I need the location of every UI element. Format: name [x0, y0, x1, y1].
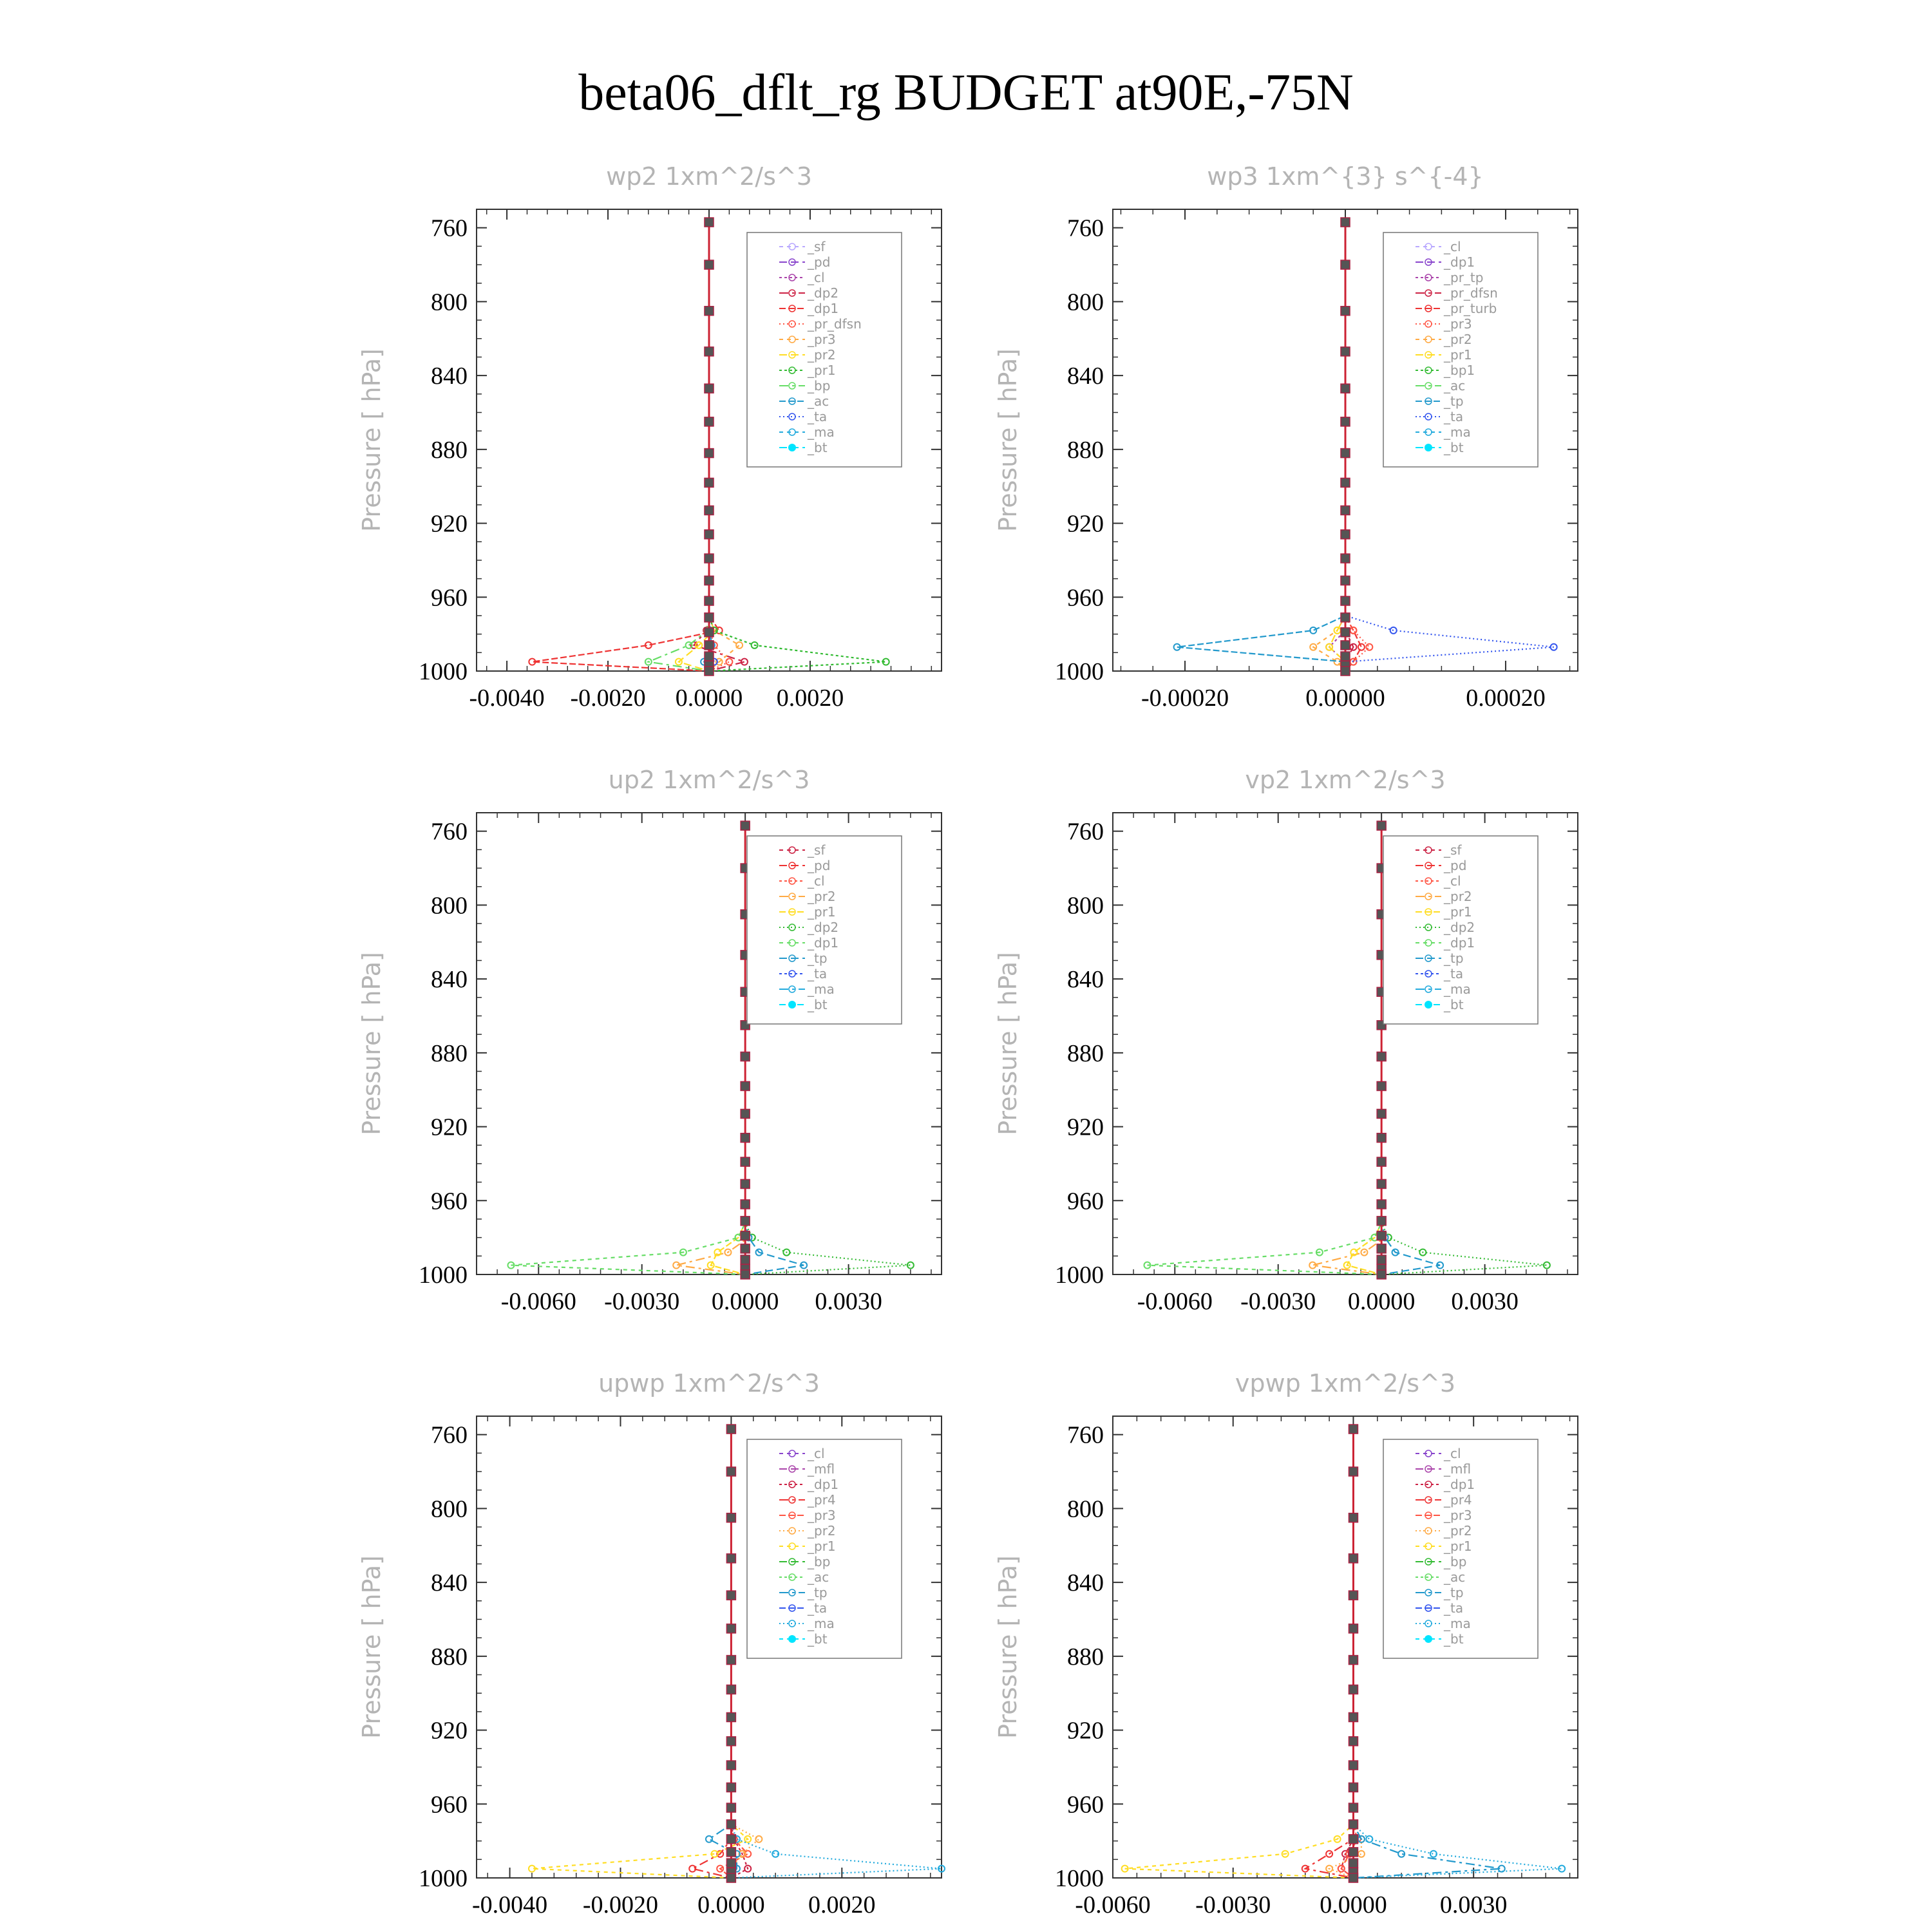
legend-label: _tp — [1444, 1585, 1464, 1600]
level-marker — [705, 218, 714, 227]
level-marker — [1377, 1179, 1386, 1188]
level-marker — [1341, 596, 1350, 605]
legend-label: _pr_dfsn — [808, 316, 862, 332]
level-marker — [741, 1052, 750, 1061]
legend-label: _pr3 — [1444, 316, 1472, 332]
legend-label: _pr2 — [808, 889, 836, 904]
legend-label: _pr1 — [1444, 1539, 1472, 1554]
level-marker — [705, 347, 714, 356]
level-marker — [1341, 417, 1350, 426]
level-marker — [726, 1685, 735, 1694]
y-tick-label: 840 — [431, 363, 468, 390]
panel-title: wp2 1xm^2/s^3 — [606, 162, 812, 191]
x-tick-label: 0.0000 — [675, 685, 743, 712]
level-marker — [1341, 667, 1350, 676]
legend-label: _bt — [1444, 1631, 1464, 1647]
level-marker — [726, 1467, 735, 1476]
panels — [357, 162, 1578, 1918]
level-marker — [741, 1133, 750, 1142]
legend-marker — [788, 1001, 796, 1009]
level-marker — [1341, 307, 1350, 316]
level-marker — [726, 1859, 735, 1868]
legend-label: _pr2 — [808, 1523, 836, 1539]
x-tick-label: 0.0000 — [711, 1288, 779, 1315]
legend-label: _bt — [1444, 440, 1464, 455]
level-marker — [1341, 260, 1350, 269]
legend-label: _dp1 — [1444, 1477, 1475, 1492]
legend-label: _pr1 — [1444, 904, 1472, 920]
legend-label: _ac — [808, 1569, 829, 1585]
y-tick-label: 760 — [1067, 214, 1104, 242]
level-marker — [1341, 506, 1350, 515]
level-marker — [1349, 1873, 1358, 1882]
level-marker — [705, 641, 714, 650]
x-tick-label: 0.0030 — [1451, 1288, 1519, 1315]
data-point — [1358, 644, 1365, 650]
legend-label: _pr1 — [1444, 347, 1472, 363]
level-marker — [1377, 1244, 1386, 1253]
data-point — [736, 642, 743, 649]
legend-label: _ma — [1444, 1616, 1471, 1631]
legend-label: _cl — [808, 873, 825, 889]
legend — [747, 232, 902, 467]
level-marker — [1341, 449, 1350, 458]
level-marker — [1341, 576, 1350, 585]
level-marker — [741, 1157, 750, 1166]
level-marker — [705, 478, 714, 487]
legend-label: _tp — [808, 1585, 828, 1600]
x-tick-label: 0.0020 — [808, 1891, 876, 1918]
level-marker — [1349, 1820, 1358, 1829]
y-tick-label: 880 — [1067, 1039, 1104, 1067]
legend-label: _ac — [808, 393, 829, 409]
level-marker — [1341, 641, 1350, 650]
panel-title: vpwp 1xm^2/s^3 — [1235, 1369, 1456, 1397]
y-tick-label: 920 — [431, 510, 468, 538]
level-marker — [705, 384, 714, 393]
y-tick-label: 800 — [1067, 1495, 1104, 1523]
legend-label: _ta — [808, 409, 828, 424]
legend-label: _cl — [1444, 873, 1461, 889]
series-line-dp1 — [511, 824, 745, 1274]
x-tick-label: 0.0030 — [815, 1288, 882, 1315]
legend-label: _pd — [808, 858, 831, 873]
series-line-tp — [1177, 220, 1345, 671]
legend-marker — [1425, 1001, 1432, 1009]
level-marker — [726, 1761, 735, 1770]
series-line-pr2 — [1312, 824, 1385, 1274]
legend-label: _pr1 — [808, 1539, 836, 1554]
y-tick-label: 1000 — [1055, 1865, 1104, 1892]
level-marker — [705, 667, 714, 676]
level-marker — [726, 1656, 735, 1665]
level-marker — [1341, 384, 1350, 393]
level-marker — [705, 417, 714, 426]
x-tick-label: -0.0040 — [471, 1891, 548, 1918]
legend-label: _pr3 — [1444, 1508, 1472, 1523]
panel-2 — [994, 162, 1578, 712]
legend-label: _pr_tp — [1444, 270, 1484, 285]
legend-label: _bt — [808, 440, 828, 455]
legend-label: _sf — [808, 239, 826, 254]
y-tick-label: 880 — [1067, 1643, 1104, 1671]
level-marker — [1377, 1270, 1386, 1279]
x-tick-label: -0.0030 — [1240, 1288, 1316, 1315]
legend-label: _pr2 — [1444, 332, 1472, 347]
level-marker — [741, 1200, 750, 1209]
x-tick-label: 0.0030 — [1439, 1891, 1508, 1918]
legend-label: _pr1 — [808, 363, 836, 378]
y-tick-label: 800 — [1067, 892, 1104, 920]
legend-label: _bp — [1444, 1554, 1467, 1569]
level-marker — [705, 506, 714, 515]
level-marker — [1349, 1783, 1358, 1792]
x-tick-label: 0.0000 — [697, 1891, 765, 1918]
legend — [747, 836, 902, 1024]
level-marker — [705, 530, 714, 539]
legend — [1383, 232, 1538, 467]
y-tick-label: 960 — [431, 584, 468, 612]
legend-label: _ac — [1444, 378, 1466, 393]
level-marker — [726, 1624, 735, 1633]
series-line-pr1 — [1125, 1427, 1354, 1878]
y-tick-label: 840 — [431, 1569, 468, 1597]
level-marker — [1349, 1513, 1358, 1522]
level-marker — [1341, 613, 1350, 622]
x-tick-label: 0.00000 — [1305, 685, 1385, 712]
y-tick-label: 960 — [431, 1188, 468, 1215]
series-line-bp — [649, 220, 709, 671]
legend-label: _mfl — [808, 1461, 835, 1477]
legend-label: _dp1 — [808, 301, 839, 316]
legend-label: _ta — [1444, 966, 1464, 981]
level-marker — [726, 1425, 735, 1434]
legend-label: _ta — [808, 966, 828, 981]
level-marker — [1349, 1712, 1358, 1721]
panel-1 — [357, 162, 942, 712]
y-tick-label: 760 — [431, 818, 468, 846]
y-tick-label: 1000 — [419, 1865, 468, 1892]
legend-label: _ma — [808, 424, 835, 440]
legend — [1383, 836, 1538, 1024]
legend-label: _cl — [808, 270, 825, 285]
level-marker — [726, 1591, 735, 1600]
series-line-pr1 — [1347, 824, 1381, 1274]
level-marker — [741, 1244, 750, 1253]
level-marker — [726, 1835, 735, 1844]
legend-label: _dp1 — [808, 1477, 839, 1492]
legend-label: _pr_dfsn — [1444, 285, 1498, 301]
legend-label: _bt — [1444, 997, 1464, 1012]
level-marker — [1349, 1425, 1358, 1434]
level-marker — [1349, 1467, 1358, 1476]
y-tick-label: 800 — [431, 1495, 468, 1523]
level-marker — [1341, 652, 1350, 661]
y-tick-label: 1000 — [419, 1262, 468, 1289]
level-marker — [726, 1783, 735, 1792]
y-tick-label: 960 — [1067, 584, 1104, 612]
legend-label: _pr1 — [808, 904, 836, 920]
level-marker — [741, 1081, 750, 1090]
y-tick-label: 840 — [1067, 363, 1104, 390]
level-marker — [1349, 1656, 1358, 1665]
x-tick-label: 0.00020 — [1466, 685, 1546, 712]
level-marker — [705, 260, 714, 269]
level-marker — [741, 1217, 750, 1226]
x-tick-label: -0.0020 — [570, 685, 646, 712]
level-marker — [726, 1848, 735, 1857]
y-tick-label: 920 — [1067, 510, 1104, 538]
y-axis-label: Pressure [ hPa] — [357, 1555, 386, 1739]
series-line-pr4 — [1305, 1427, 1354, 1878]
legend-marker — [1425, 444, 1432, 451]
level-marker — [705, 596, 714, 605]
legend-marker — [1425, 1635, 1432, 1643]
legend-label: _dp2 — [808, 285, 839, 301]
series-line-pr1 — [532, 1427, 748, 1878]
x-tick-label: -0.0060 — [500, 1288, 576, 1315]
x-tick-label: -0.0040 — [469, 685, 545, 712]
x-tick-label: -0.0030 — [1195, 1891, 1271, 1918]
level-marker — [705, 613, 714, 622]
y-tick-label: 960 — [1067, 1791, 1104, 1819]
panel-4 — [994, 766, 1578, 1315]
legend-label: _bt — [808, 997, 828, 1012]
y-tick-label: 920 — [431, 1717, 468, 1745]
x-tick-label: 0.0020 — [776, 685, 844, 712]
panel-3 — [357, 766, 942, 1315]
level-marker — [705, 554, 714, 563]
level-marker — [1341, 530, 1350, 539]
level-marker — [741, 1109, 750, 1118]
level-marker — [1377, 1133, 1386, 1142]
panel-title: upwp 1xm^2/s^3 — [598, 1369, 820, 1397]
x-tick-label: -0.0030 — [604, 1288, 680, 1315]
y-axis-label: Pressure [ hPa] — [994, 348, 1022, 532]
level-marker — [726, 1820, 735, 1829]
x-tick-label: -0.00020 — [1141, 685, 1229, 712]
legend-label: _bp — [808, 1554, 831, 1569]
level-marker — [705, 628, 714, 637]
legend-label: _mfl — [1444, 1461, 1472, 1477]
level-marker — [1349, 1848, 1358, 1857]
legend-label: _sf — [808, 842, 826, 858]
data-point — [1366, 644, 1372, 650]
y-tick-label: 920 — [431, 1113, 468, 1141]
legend-label: _cl — [1444, 239, 1461, 254]
y-tick-label: 880 — [431, 436, 468, 464]
legend-label: _tp — [1444, 393, 1464, 409]
y-tick-label: 920 — [1067, 1717, 1104, 1745]
series-line-dp2 — [694, 220, 744, 671]
legend-label: _dp1 — [808, 935, 839, 951]
legend-label: _ac — [1444, 1569, 1466, 1585]
legend-label: _pr4 — [1444, 1492, 1472, 1508]
legend-label: _bt — [808, 1631, 828, 1647]
level-marker — [741, 1179, 750, 1188]
legend-label: _dp1 — [1444, 254, 1475, 270]
level-marker — [1377, 821, 1386, 830]
level-marker — [741, 1231, 750, 1240]
data-point — [1358, 1851, 1365, 1857]
y-tick-label: 760 — [431, 214, 468, 242]
x-tick-label: -0.0060 — [1137, 1288, 1213, 1315]
legend-label: _sf — [1444, 842, 1462, 858]
legend-label: _pd — [1444, 858, 1467, 873]
level-marker — [1377, 1052, 1386, 1061]
y-tick-label: 800 — [431, 892, 468, 920]
legend-label: _pr3 — [808, 1508, 836, 1523]
y-tick-label: 880 — [431, 1643, 468, 1671]
legend-label: _dp1 — [1444, 935, 1475, 951]
level-marker — [1377, 1200, 1386, 1209]
legend-label: _tp — [1444, 951, 1464, 966]
legend-label: _ta — [808, 1600, 828, 1616]
panel-5 — [357, 1369, 945, 1918]
y-tick-label: 960 — [1067, 1188, 1104, 1215]
level-marker — [1349, 1859, 1358, 1868]
level-marker — [726, 1873, 735, 1882]
legend-marker — [788, 444, 796, 451]
level-marker — [1341, 218, 1350, 227]
level-marker — [741, 1255, 750, 1264]
y-tick-label: 840 — [1067, 1569, 1104, 1597]
level-marker — [1349, 1737, 1358, 1746]
legend-label: _dp2 — [808, 920, 839, 935]
data-point — [726, 659, 732, 665]
legend-marker — [788, 1635, 796, 1643]
y-tick-label: 880 — [431, 1039, 468, 1067]
y-tick-label: 1000 — [1055, 1262, 1104, 1289]
legend-label: _bp — [808, 378, 831, 393]
level-marker — [1349, 1835, 1358, 1844]
level-marker — [1349, 1591, 1358, 1600]
level-marker — [1377, 1157, 1386, 1166]
legend-label: _pr4 — [808, 1492, 836, 1508]
legend-label: _ta — [1444, 1600, 1464, 1616]
panel-title: wp3 1xm^{3} s^{-4} — [1207, 162, 1484, 191]
level-marker — [726, 1712, 735, 1721]
legend-label: _ma — [808, 981, 835, 997]
panel-title: up2 1xm^2/s^3 — [608, 766, 810, 794]
y-axis-label: Pressure [ hPa] — [994, 1555, 1022, 1739]
level-marker — [1349, 1624, 1358, 1633]
level-marker — [1377, 1255, 1386, 1264]
y-tick-label: 1000 — [1055, 658, 1104, 685]
series-line-pr2 — [676, 824, 748, 1274]
level-marker — [1377, 1231, 1386, 1240]
y-tick-label: 920 — [1067, 1113, 1104, 1141]
level-marker — [741, 1270, 750, 1279]
level-marker — [741, 821, 750, 830]
y-tick-label: 1000 — [419, 658, 468, 685]
x-tick-label: -0.0060 — [1075, 1891, 1151, 1918]
level-marker — [705, 449, 714, 458]
data-point — [1366, 1836, 1372, 1842]
level-marker — [1377, 1109, 1386, 1118]
panel-6 — [994, 1369, 1578, 1918]
y-tick-label: 800 — [431, 289, 468, 316]
legend-label: _dp2 — [1444, 920, 1475, 935]
level-marker — [1349, 1554, 1358, 1563]
series-line-pr4 — [692, 1427, 731, 1878]
legend-label: _pr2 — [1444, 1523, 1472, 1539]
figure-title: beta06_dflt_rg BUDGET at90E,-75N — [578, 64, 1354, 121]
level-marker — [705, 652, 714, 661]
legend-label: _pr3 — [808, 332, 836, 347]
y-tick-label: 880 — [1067, 436, 1104, 464]
level-marker — [705, 576, 714, 585]
level-marker — [726, 1737, 735, 1746]
y-tick-label: 760 — [1067, 1421, 1104, 1449]
series-line-pr1 — [711, 824, 745, 1274]
x-tick-label: 0.0000 — [1347, 1288, 1416, 1315]
y-tick-label: 760 — [1067, 818, 1104, 846]
level-marker — [1341, 478, 1350, 487]
level-marker — [726, 1513, 735, 1522]
x-tick-label: 0.0000 — [1320, 1891, 1387, 1918]
y-tick-label: 760 — [431, 1421, 468, 1449]
level-marker — [726, 1554, 735, 1563]
legend-label: _ma — [808, 1616, 835, 1631]
data-point — [706, 1836, 712, 1842]
series-line-dp1 — [532, 220, 719, 671]
y-tick-label: 800 — [1067, 289, 1104, 316]
legend — [1383, 1439, 1538, 1658]
level-marker — [1349, 1803, 1358, 1812]
legend-label: _bp1 — [1444, 363, 1475, 378]
panel-title: vp2 1xm^2/s^3 — [1245, 766, 1446, 794]
level-marker — [726, 1803, 735, 1812]
series-line-dp1 — [1147, 824, 1381, 1274]
legend — [747, 1439, 902, 1658]
legend-label: _ta — [1444, 409, 1464, 424]
level-marker — [1377, 1217, 1386, 1226]
legend-label: _pr_turb — [1444, 301, 1497, 316]
y-tick-label: 840 — [1067, 966, 1104, 994]
legend-label: _cl — [808, 1446, 825, 1461]
legend-label: _ma — [1444, 424, 1471, 440]
y-tick-label: 960 — [431, 1791, 468, 1819]
level-marker — [705, 307, 714, 316]
legend-label: _pd — [808, 254, 831, 270]
y-axis-label: Pressure [ hPa] — [357, 952, 386, 1135]
y-tick-label: 840 — [431, 966, 468, 994]
x-tick-label: -0.0020 — [582, 1891, 659, 1918]
legend-label: _pr2 — [1444, 889, 1472, 904]
level-marker — [1349, 1761, 1358, 1770]
level-marker — [1341, 347, 1350, 356]
legend-label: _cl — [1444, 1446, 1461, 1461]
y-axis-label: Pressure [ hPa] — [994, 952, 1022, 1135]
legend-label: _tp — [808, 951, 828, 966]
level-marker — [1341, 554, 1350, 563]
level-marker — [1349, 1685, 1358, 1694]
level-marker — [1377, 1081, 1386, 1090]
legend-label: _pr2 — [808, 347, 836, 363]
data-point — [755, 1836, 762, 1842]
legend-label: _ma — [1444, 981, 1471, 997]
y-axis-label: Pressure [ hPa] — [357, 348, 386, 532]
level-marker — [1341, 628, 1350, 637]
